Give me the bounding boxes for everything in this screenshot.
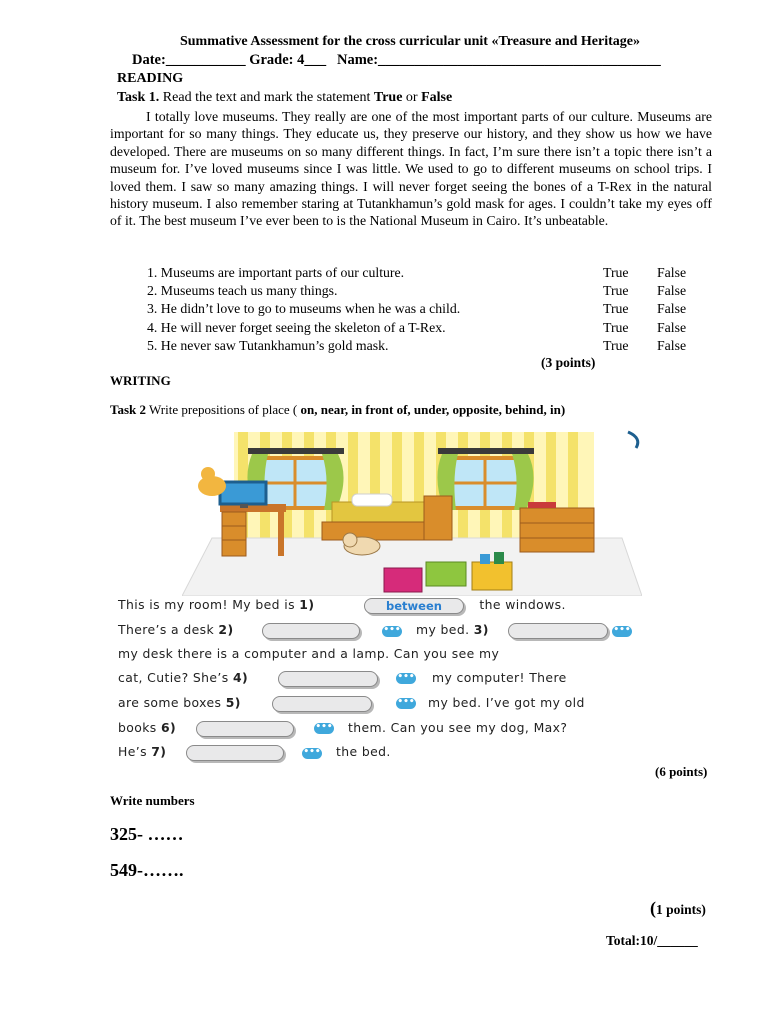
answer-field-5[interactable] bbox=[272, 696, 372, 712]
false-option[interactable]: False bbox=[657, 319, 687, 335]
speech-dots-icon: ••• bbox=[613, 625, 631, 635]
statement-text: 5. He never saw Tutankhamun’s gold mask. bbox=[147, 337, 389, 353]
statement-row bbox=[147, 337, 707, 355]
statement-row bbox=[147, 264, 707, 282]
or-word: or bbox=[402, 90, 422, 105]
task1-instruction bbox=[117, 90, 452, 106]
points-paren: ( bbox=[650, 898, 656, 918]
statement-text: 4. He will never forget seeing the skeleton of a T-Rex. bbox=[147, 319, 446, 335]
number-item: 549-……. bbox=[110, 860, 184, 880]
page-title: Summative Assessment for the cross curricular unit «Treasure and Heritage» bbox=[179, 34, 641, 49]
answer-example: between bbox=[386, 599, 442, 613]
true-option[interactable]: True bbox=[603, 283, 629, 299]
answer-field-7[interactable] bbox=[186, 745, 284, 761]
statements-list bbox=[147, 264, 707, 355]
room-text: my desk there is a computer and a lamp. Can you see my bbox=[118, 646, 500, 661]
room-text: are some boxes bbox=[118, 695, 226, 710]
statement-text: 3. He didn’t love to go to museums when he was a child. bbox=[147, 301, 461, 317]
room-line-4 bbox=[118, 670, 248, 685]
room-text: This is my room! My bed is bbox=[118, 597, 300, 612]
blank-number: 6) bbox=[161, 720, 177, 735]
false-option[interactable]: False bbox=[657, 301, 687, 317]
room-text: my computer! There bbox=[432, 670, 567, 685]
task1-label: Task 1. bbox=[117, 90, 160, 105]
false-option[interactable]: False bbox=[657, 337, 687, 353]
false-option[interactable]: False bbox=[657, 283, 687, 299]
room-text: There’s a desk bbox=[118, 622, 219, 637]
room-text: my bed. I’ve got my old bbox=[428, 695, 585, 710]
reading-heading: READING bbox=[117, 71, 184, 86]
true-option[interactable]: True bbox=[603, 319, 629, 335]
answer-field-3[interactable] bbox=[508, 623, 608, 639]
answer-field-4[interactable] bbox=[278, 671, 378, 687]
speech-dots-icon: ••• bbox=[315, 722, 333, 732]
points-text: 1 points) bbox=[656, 902, 706, 917]
room-text: my bed. bbox=[416, 622, 474, 637]
speech-dots-icon: ••• bbox=[303, 747, 321, 757]
blank-number: 2) bbox=[218, 622, 234, 637]
dresser bbox=[520, 502, 594, 552]
room-text: the bed. bbox=[336, 744, 391, 759]
answer-field-6[interactable] bbox=[196, 721, 294, 737]
room-text: the windows. bbox=[475, 597, 566, 612]
task1-text: Read the text and mark the statement bbox=[159, 90, 374, 105]
room-text: them. Can you see my dog, Max? bbox=[348, 720, 568, 735]
numbers-points bbox=[650, 898, 706, 919]
blank-number: 7) bbox=[151, 744, 167, 759]
task2-text: Write prepositions of place ( bbox=[146, 402, 301, 417]
blank-number: 4) bbox=[232, 670, 249, 685]
room-text: He’s bbox=[118, 744, 152, 759]
reading-paragraph: I totally love museums. They really are one of the most important parts of our culture. Museums are important for so many things. They educate us, they preserve our history, and they show us how we have developed. There are museums on so many different things. In fact, I’m sure there isn’t a topic there isn’t a museum for. I’ve loved museums since I was little. We used to go to different museums on school trips. I loved them. I saw so many amazing things. I will never forget seeing the bones of a T-Rex in the natural history museum. I also remember staring at Tutankhamun’s gold mask for ages. I couldn’t take my eyes off of it. The best museum I’ve ever been to is the National Museum in Cairo. It’s unbeatable. bbox=[110, 109, 712, 229]
room-line-2b bbox=[416, 622, 489, 637]
answer-field-2[interactable] bbox=[262, 623, 360, 639]
room-line-6 bbox=[118, 720, 176, 735]
room-line-2 bbox=[118, 622, 234, 637]
student-info-line: Date:___________ Grade: 4___ Name:_______________________________________ bbox=[132, 52, 661, 68]
statement-text: 2. Museums teach us many things. bbox=[147, 283, 338, 299]
writing-points: (6 points) bbox=[655, 764, 708, 779]
task2-label: Task 2 bbox=[110, 402, 147, 417]
writing-heading: WRITING bbox=[110, 373, 171, 388]
false-word: False bbox=[421, 90, 453, 105]
number-item: 325- …… bbox=[110, 824, 184, 844]
false-option[interactable]: False bbox=[657, 265, 687, 280]
true-option[interactable]: True bbox=[603, 337, 629, 353]
statement-row bbox=[147, 300, 707, 318]
room-line-1 bbox=[118, 597, 314, 612]
blank-number: 5) bbox=[225, 695, 241, 710]
room-text: cat, Cutie? She’s bbox=[118, 670, 233, 685]
task2-words: on, near, in front of, under, opposite, behind, in) bbox=[300, 402, 566, 417]
room-line-7 bbox=[118, 744, 166, 759]
statement-row bbox=[147, 319, 707, 337]
room-line-5 bbox=[118, 695, 241, 710]
reading-points: (3 points) bbox=[541, 355, 596, 370]
blank-number: 1) bbox=[299, 597, 315, 612]
speech-dots-icon: ••• bbox=[397, 697, 415, 707]
true-option[interactable]: True bbox=[603, 265, 629, 280]
room-text: books bbox=[118, 720, 161, 735]
speech-dots-icon: ••• bbox=[383, 625, 401, 635]
blank-number: 3) bbox=[473, 622, 489, 637]
true-option[interactable]: True bbox=[603, 301, 629, 317]
bedroom-illustration bbox=[182, 428, 642, 596]
task2-instruction bbox=[110, 402, 565, 418]
answer-field-1[interactable] bbox=[364, 598, 464, 614]
statement-row bbox=[147, 282, 707, 300]
speech-dots-icon: ••• bbox=[397, 672, 415, 682]
numbers-heading: Write numbers bbox=[110, 793, 195, 808]
statement-text: 1. Museums are important parts of our culture. bbox=[147, 265, 405, 280]
total-score: Total:10/______ bbox=[606, 933, 698, 948]
true-word: True bbox=[373, 90, 403, 105]
